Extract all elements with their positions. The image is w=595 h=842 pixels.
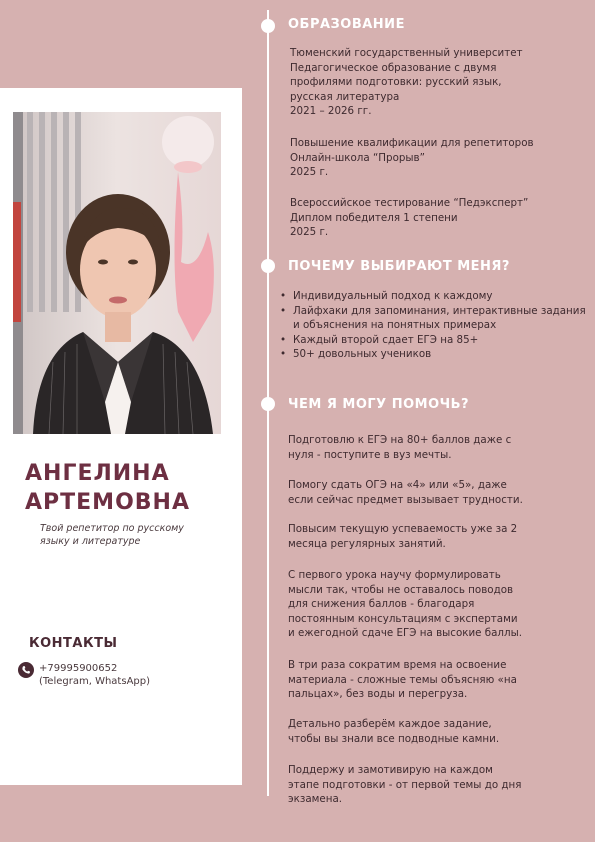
education-entry: Тюменский государственный университет Педагогическое образование с двумя профилями подготовки: русский язык, русская литература 2021 – 2026 гг. — [290, 47, 523, 117]
help-paragraph: Подготовлю к ЕГЭ на 80+ баллов даже с нуля - поступите в вуз мечты. — [288, 434, 512, 461]
why-list — [280, 289, 590, 362]
list-item: • Каждый второй сдает ЕГЭ на 85+ — [280, 333, 590, 348]
phone-messengers: (Telegram, WhatsApp) — [39, 676, 151, 687]
phone-icon — [18, 662, 34, 678]
list-item: • 50+ довольных учеников — [280, 347, 590, 362]
profile-photo — [13, 112, 221, 434]
help-paragraph: В три раза сократим время на освоение материала - сложные темы объясняю «на пальцах», без воды и перегруза. — [288, 659, 517, 700]
name-first: АНГЕЛИНА — [25, 461, 170, 486]
help-paragraph: Повысим текущую успеваемость уже за 2 месяца регулярных занятий. — [288, 523, 518, 550]
education-entry: Повышение квалификации для репетиторов Онлайн-школа “Прорыв” 2025 г. — [290, 137, 534, 178]
full-name — [25, 459, 235, 517]
help-title: ЧЕМ Я МОГУ ПОМОЧЬ? — [288, 397, 470, 412]
list-item: • Индивидуальный подход к каждому — [280, 289, 590, 304]
education-title: ОБРАЗОВАНИЕ — [288, 17, 405, 32]
help-paragraph: Детально разберём каждое задание, чтобы вы знали все подводные камни. — [288, 718, 500, 745]
contacts-title: КОНТАКТЫ — [29, 636, 118, 651]
help-paragraph: Помогу сдать ОГЭ на «4» или «5», даже если сейчас предмет вызывает трудности. — [288, 479, 523, 506]
phone-number[interactable]: +79995900652 — [39, 663, 118, 674]
why-title: ПОЧЕМУ ВЫБИРАЮТ МЕНЯ? — [288, 259, 510, 274]
profile-subtitle: Твой репетитор по русскому языку и литературе — [40, 523, 184, 547]
name-patronymic: АРТЕМОВНА — [25, 490, 190, 515]
help-paragraph: С первого урока научу формулировать мысли так, чтобы не оставалось поводов для снижения баллов - благодаря постоянным консультациям с экспертами и ежегодной сдаче ЕГЭ на высокие баллы. — [288, 569, 522, 639]
timeline-dot-help — [261, 397, 275, 411]
timeline-dot-education — [261, 19, 275, 33]
list-item: • Лайфхаки для запоминания, интерактивные задания и объяснения на понятных примерах — [280, 304, 590, 333]
education-entry: Всероссийское тестирование “Педэксперт” Диплом победителя 1 степени 2025 г. — [290, 197, 529, 238]
timeline-dot-why — [261, 259, 275, 273]
help-paragraph: Поддержу и замотивирую на каждом этапе подготовки - от первой темы до дня экзамена. — [288, 764, 522, 805]
